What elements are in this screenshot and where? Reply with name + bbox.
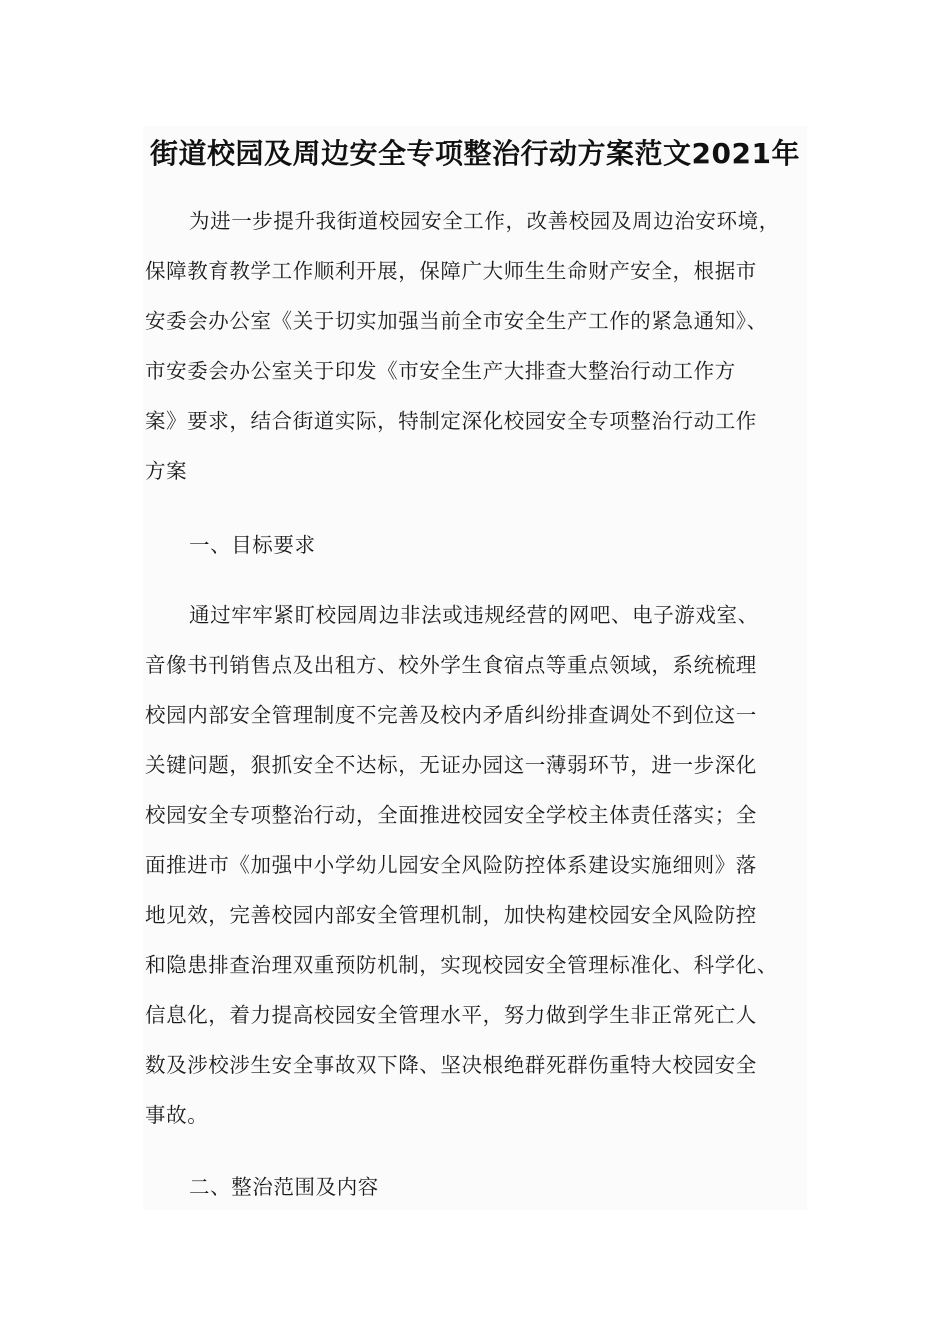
document-title: 街道校园及周边安全专项整治行动方案范文2021年	[150, 137, 800, 170]
paragraph-line: 校园内部安全管理制度不完善及校内矛盾纠纷排查调处不到位这一	[145, 703, 757, 727]
section2-heading: 二、整治范围及内容	[189, 1175, 379, 1199]
paragraph-line: 信息化，着力提高校园安全管理水平，努力做到学生非正常死亡人	[145, 1003, 757, 1027]
paragraph-line: 数及涉校涉生安全事故双下降、坚决根绝群死群伤重特大校园安全	[145, 1053, 757, 1077]
section1-paragraph	[145, 590, 817, 1140]
paragraph-line: 和隐患排查治理双重预防机制，实现校园安全管理标准化、科学化、	[145, 953, 778, 977]
paragraph-line: 方案	[145, 459, 188, 483]
paragraph-line: 地见效，完善校园内部安全管理机制，加快构建校园安全风险防控	[145, 903, 757, 927]
paragraph-line: 通过牢牢紧盯校园周边非法或违规经营的网吧、电子游戏室、	[189, 603, 759, 627]
paragraph-line: 校园安全专项整治行动，全面推进校园安全学校主体责任落实；全	[145, 803, 757, 827]
intro-paragraph	[145, 196, 817, 496]
paragraph-line: 面推进市《加强中小学幼儿园安全风险防控体系建设实施细则》落	[145, 853, 757, 877]
paragraph-line: 保障教育教学工作顺利开展，保障广大师生生命财产安全，根据市	[145, 259, 757, 283]
section1-heading: 一、目标要求	[189, 533, 316, 557]
paragraph-line: 市安委会办公室关于印发《市安全生产大排查大整治行动工作方	[145, 359, 736, 383]
paragraph-line: 事故。	[145, 1103, 209, 1127]
paragraph-line: 案》要求，结合街道实际，特制定深化校园安全专项整治行动工作	[145, 409, 757, 433]
paragraph-line: 安委会办公室《关于切实加强当前全市安全生产工作的紧急通知》、	[145, 309, 768, 333]
document-page	[143, 126, 807, 1210]
paragraph-line: 为进一步提升我街道校园安全工作，改善校园及周边治安环境，	[189, 209, 780, 233]
paragraph-line: 音像书刊销售点及出租方、校外学生食宿点等重点领域，系统梳理	[145, 653, 757, 677]
paragraph-line: 关键问题，狠抓安全不达标，无证办园这一薄弱环节，进一步深化	[145, 753, 757, 777]
